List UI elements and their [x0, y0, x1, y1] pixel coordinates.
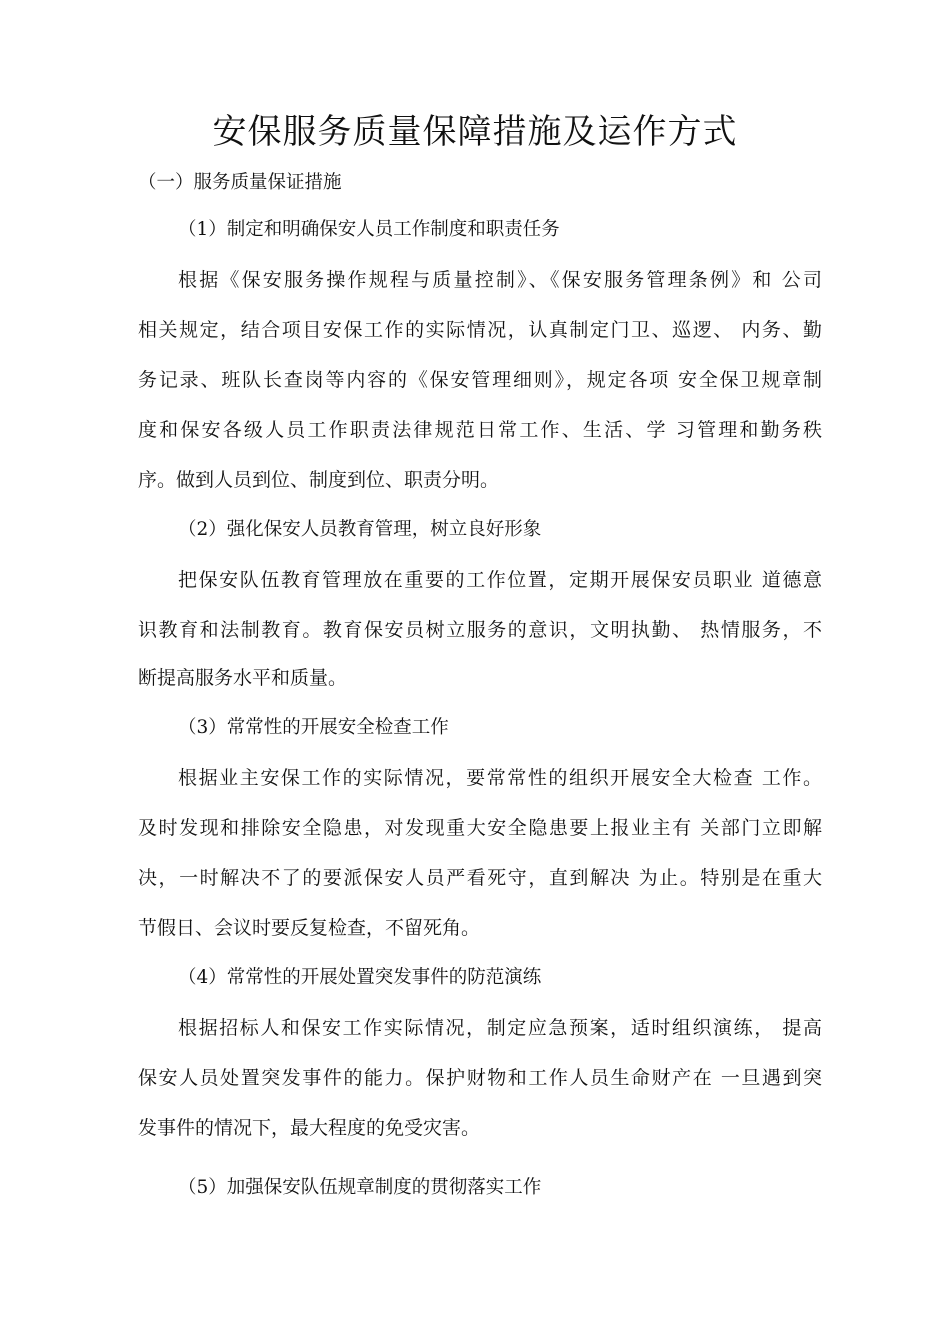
item-2-heading: （2）强化保安人员教育管理，树立良好形象	[178, 519, 542, 540]
item-2-line-3: 断提高服务水平和质量。	[138, 667, 348, 689]
item-1-line-1: 根据《保安服务操作规程与质量控制》、《保安服务管理条例》和 公司	[178, 269, 822, 291]
item-5-heading: （5）加强保安队伍规章制度的贯彻落实工作	[178, 1177, 542, 1198]
item-4-line-1: 根据招标人和保安工作实际情况，制定应急预案，适时组织演练， 提高	[178, 1017, 822, 1039]
item-3-line-4: 节假日、会议时要反复检查，不留死角。	[138, 917, 481, 939]
item-1-heading: （1）制定和明确保安人员工作制度和职责任务	[178, 219, 560, 240]
item-2-line-2: 识教育和法制教育。教育保安员树立服务的意识，文明执勤、 热情服务，不	[138, 619, 822, 641]
item-3-line-2: 及时发现和排除安全隐患，对发现重大安全隐患要上报业主有 关部门立即解	[138, 817, 822, 839]
item-1-line-4: 度和保安各级人员工作职责法律规范日常工作、生活、学 习管理和勤务秩	[138, 419, 822, 441]
document-title: 安保服务质量保障措施及运作方式	[212, 112, 738, 152]
item-4-line-2: 保安人员处置突发事件的能力。保护财物和工作人员生命财产在 一旦遇到突	[138, 1067, 822, 1089]
item-2-line-1: 把保安队伍教育管理放在重要的工作位置，定期开展保安员职业 道德意	[178, 569, 822, 591]
item-3-heading: （3）常常性的开展安全检查工作	[178, 717, 449, 738]
item-3-line-1: 根据业主安保工作的实际情况，要常常性的组织开展安全大检查 工作。	[178, 767, 822, 789]
section-heading: （一）服务质量保证措施	[138, 172, 342, 193]
item-1-line-2: 相关规定，结合项目安保工作的实际情况，认真制定门卫、巡逻、 内务、勤	[138, 319, 822, 341]
item-3-line-3: 决，一时解决不了的要派保安人员严看死守，直到解决 为止。特别是在重大	[138, 867, 822, 889]
item-1-line-5: 序。做到人员到位、制度到位、职责分明。	[138, 469, 500, 491]
item-4-heading: （4）常常性的开展处置突发事件的防范演练	[178, 967, 542, 988]
item-1-line-3: 务记录、班队长查岗等内容的《保安管理细则》，规定各项 安全保卫规章制	[138, 369, 822, 391]
item-4-line-3: 发事件的情况下，最大程度的免受灾害。	[138, 1117, 481, 1139]
